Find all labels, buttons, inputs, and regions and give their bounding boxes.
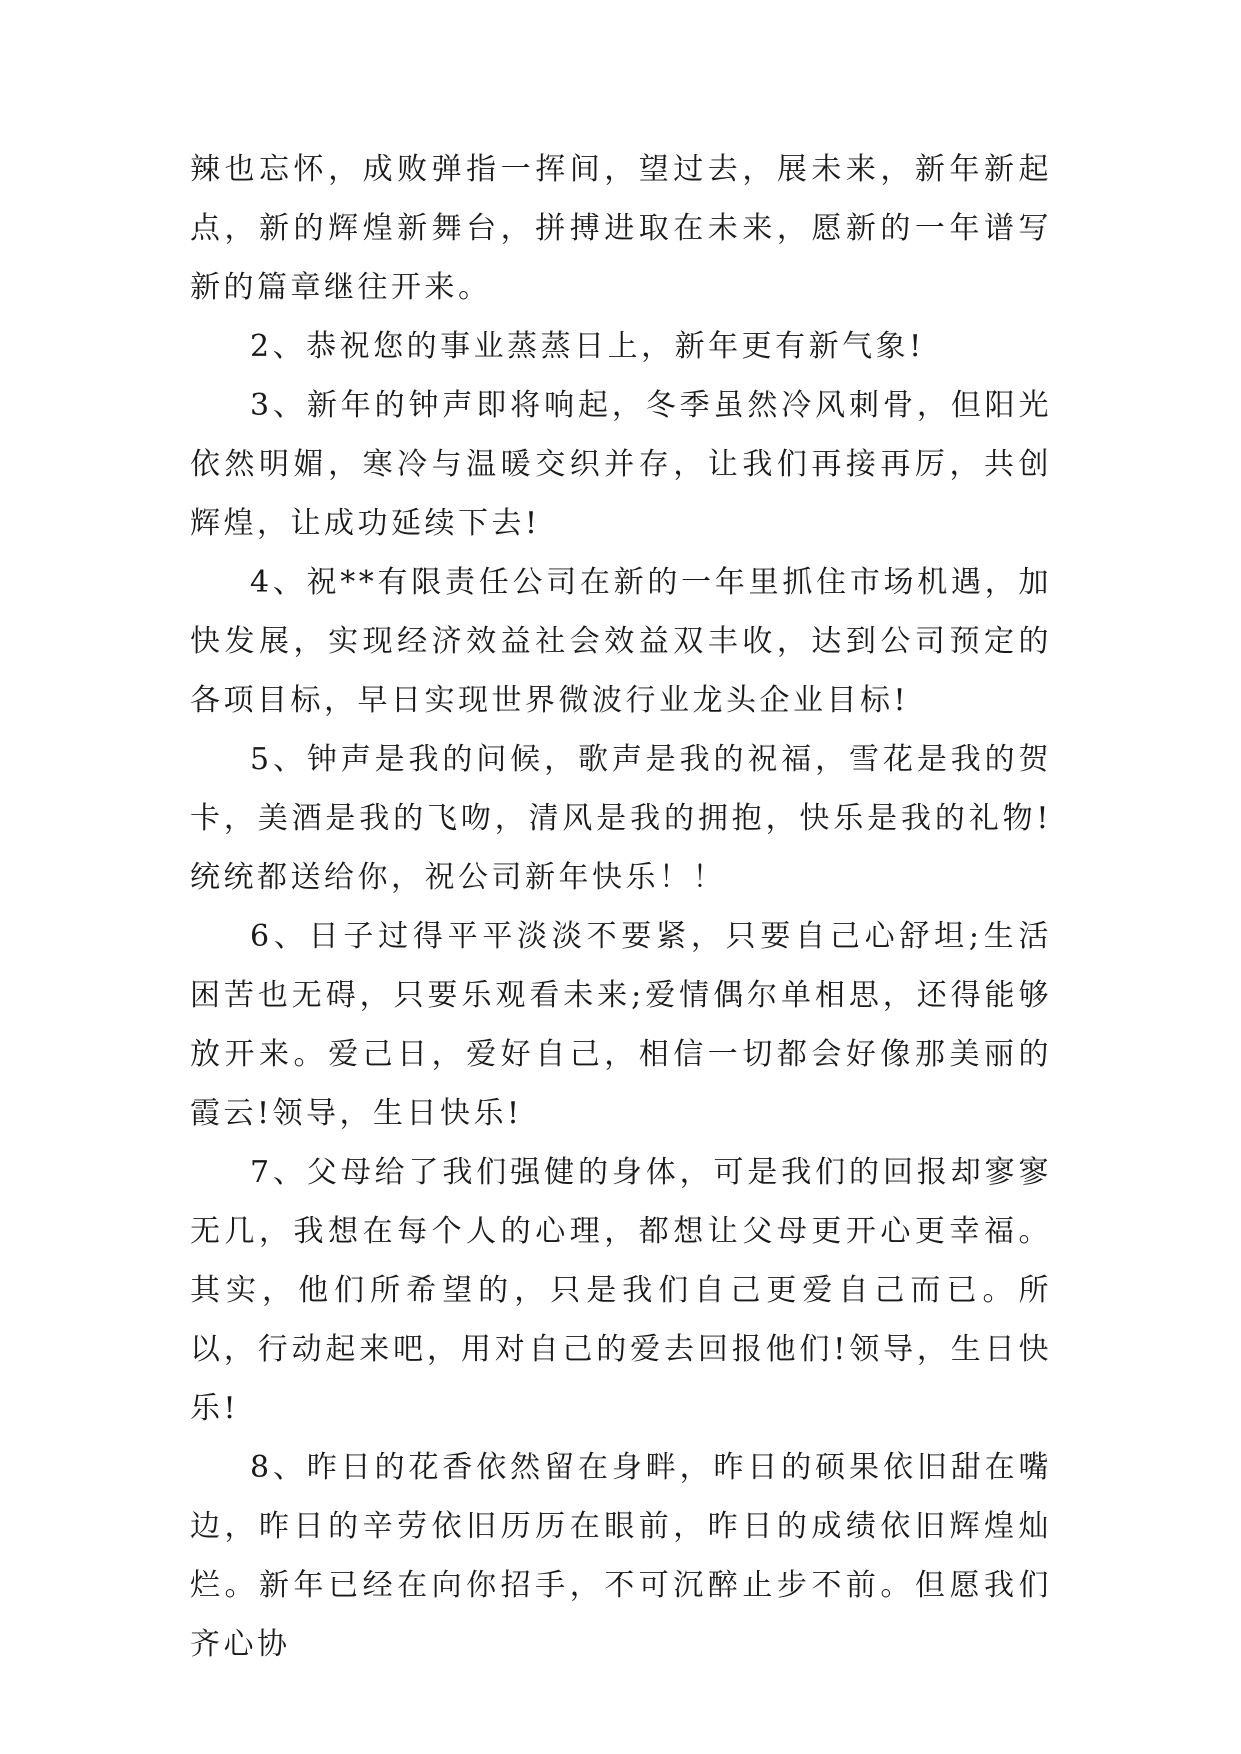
paragraph-item-3: 3、新年的钟声即将响起，冬季虽然冷风刺骨，但阳光依然明媚，寒冷与温暖交织并存，让我们再接再厉，共创辉煌，让成功延续下去!	[190, 388, 1052, 541]
paragraph-item-2: 2、恭祝您的事业蒸蒸日上，新年更有新气象!	[250, 329, 925, 364]
paragraph-item-8: 8、昨日的花香依然留在身畔，昨日的硕果依旧甜在嘴边，昨日的辛劳依旧历历在眼前，昨日的成绩依旧辉煌灿烂。新年已经在向你招手，不可沉醉止步不前。但愿我们齐心协	[190, 1450, 1052, 1662]
document-page	[190, 140, 1052, 1674]
paragraph-item-5: 5、钟声是我的问候，歌声是我的祝福，雪花是我的贺卡，美酒是我的飞吻，清风是我的拥抱，快乐是我的礼物!统统都送给你，祝公司新年快乐！！	[190, 742, 1052, 895]
paragraph-item-7: 7、父母给了我们强健的身体，可是我们的回报却寥寥无几，我想在每个人的心理，都想让父母更开心更幸福。其实，他们所希望的，只是我们自己更爱自己而已。所以，行动起来吧，用对自己的爱去回报他们!领导，生日快乐!	[190, 1155, 1052, 1426]
paragraph-continuation: 辣也忘怀，成败弹指一挥间，望过去，展未来，新年新起点，新的辉煌新舞台，拼搏进取在未来，愿新的一年谱写新的篇章继往开来。	[190, 152, 1052, 305]
paragraph-item-4: 4、祝**有限责任公司在新的一年里抓住市场机遇，加快发展，实现经济效益社会效益双丰收，达到公司预定的各项目标，早日实现世界微波行业龙头企业目标!	[190, 565, 1052, 718]
paragraph-item-6: 6、日子过得平平淡淡不要紧，只要自己心舒坦;生活困苦也无碍，只要乐观看未来;爱情偶尔单相思，还得能够放开来。爱己日，爱好自己，相信一切都会好像那美丽的霞云!领导，生日快乐!	[190, 919, 1052, 1131]
